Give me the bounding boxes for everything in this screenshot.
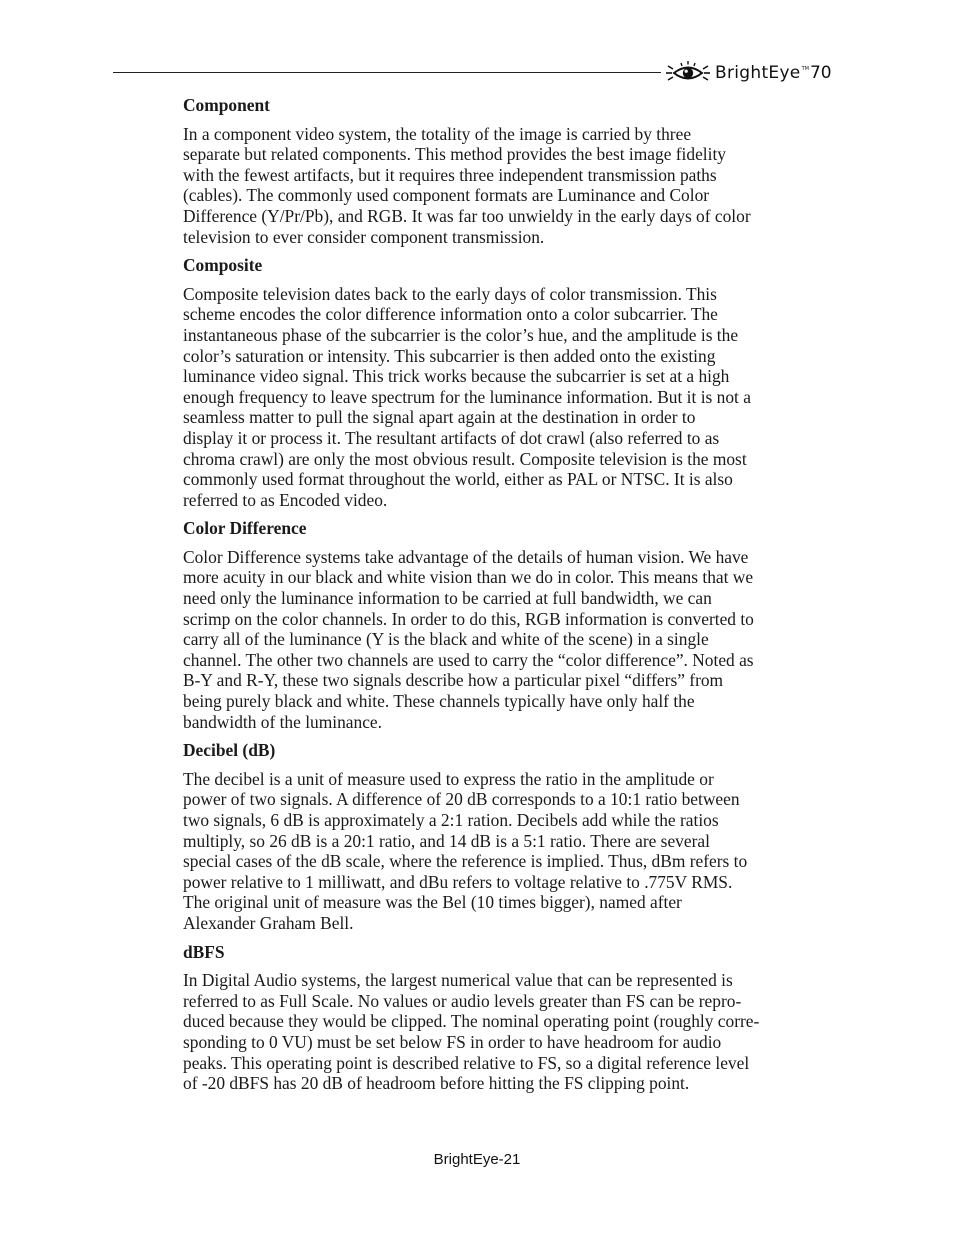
text-line: Difference (Y/Pr/Pb), and RGB. It was far too unwieldy in the early days of color [183, 205, 751, 226]
text-line: peaks. This operating point is described relative to FS, so a digital reference level [183, 1052, 750, 1073]
logo-trademark: TM [801, 66, 809, 72]
text-line: enough frequency to leave spectrum for the luminance information. But it is not a [183, 386, 751, 407]
text-line: Color Difference systems take advantage of the details of human vision. We have [183, 546, 749, 567]
text-line: being purely black and white. These channels typically have only half the [183, 691, 695, 712]
header-rule [113, 72, 661, 73]
text-line: color’s saturation or intensity. This subcarrier is then added onto the existing [183, 345, 716, 366]
text-line: more acuity in our black and white vision than we do in color. This means that we [183, 567, 754, 588]
text-line: of -20 dBFS has 20 dB of headroom before hitting the FS clipping point. [183, 1073, 690, 1094]
text-line: sponding to 0 VU) must be set below FS in order to have headroom for audio [183, 1031, 722, 1052]
text-line: The original unit of measure was the Bel (10 times bigger), named after [183, 892, 682, 913]
text-line: (cables). The commonly used component formats are Luminance and Color [183, 185, 710, 206]
text-line: In a component video system, the totality of the image is carried by three [183, 123, 692, 144]
page-number: BrightEye-21 [433, 1151, 521, 1168]
text-line: display it or process it. The resultant artifacts of dot crawl (also referred to as [183, 427, 720, 448]
text-line: two signals, 6 dB is approximately a 2:1 ration. Decibels add while the ratios [183, 810, 719, 830]
text-line: power of two signals. A difference of 20 dB corresponds to a 10:1 ratio between [183, 789, 740, 810]
text-line: television to ever consider component transmission. [183, 226, 545, 247]
text-line: The decibel is a unit of measure used to express the ratio in the amplitude or [183, 768, 714, 789]
section-heading: Composite [183, 255, 263, 276]
text-line: scheme encodes the color difference information onto a color subcarrier. The [183, 304, 718, 325]
text-line: referred to as Encoded video. [183, 489, 388, 510]
text-line: with the fewest artifacts, but it requires three independent transmission paths [183, 164, 717, 185]
text-line: luminance video signal. This trick works because the subcarrier is set at a high [183, 366, 730, 387]
section-heading: Color Difference [183, 518, 307, 539]
text-line: Alexander Graham Bell. [183, 912, 354, 933]
section-body [183, 124, 843, 248]
section-body [183, 769, 843, 934]
text-line: instantaneous phase of the subcarrier is the color’s hue, and the amplitude is the [183, 324, 739, 345]
text-line: seamless matter to pull the signal apart again at the destination in order to [183, 407, 696, 428]
text-line: B-Y and R-Y, these two signals describe how a particular pixel “differs” from [183, 670, 724, 691]
logo-wordmark: BrightEye [715, 63, 801, 83]
text-line: bandwidth of the luminance. [183, 711, 382, 732]
text-line: duced because they would be clipped. The nominal operating point (roughly corre- [183, 1011, 760, 1032]
brighteye-logo [665, 58, 832, 88]
text-line: referred to as Full Scale. No values or audio levels greater than FS can be repro- [183, 990, 742, 1011]
text-line: power relative to 1 milliwatt, and dBu refers to voltage relative to .775V RMS. [183, 871, 733, 892]
text-line: separate but related components. This method provides the best image fidelity [183, 144, 726, 165]
section-body [183, 284, 843, 511]
text-line: carry all of the luminance (Y is the black and white of the scene) in a single [183, 629, 709, 650]
text-line: special cases of the dB scale, where the reference is implied. Thus, dBm refers to [183, 851, 748, 872]
text-line: scrimp on the color channels. In order to do this, RGB information is converted to [183, 608, 754, 629]
section-heading: Component [183, 95, 270, 115]
section-body [183, 970, 843, 1094]
text-line: need only the luminance information to be carried at full bandwidth, we can [183, 588, 712, 609]
logo-model-number: 70 [809, 63, 832, 83]
text-line: In Digital Audio systems, the largest numerical value that can be represented is [183, 970, 733, 991]
text-line: channel. The other two channels are used to carry the “color difference”. Noted as [183, 649, 754, 670]
text-line: multiply, so 26 dB is a 20:1 ratio, and 14 dB is a 5:1 ratio. There are several [183, 830, 710, 851]
section-heading: Decibel (dB) [183, 740, 276, 761]
eye-icon [665, 60, 711, 86]
text-line: Composite television dates back to the early days of color transmission. This [183, 283, 717, 304]
section-body [183, 547, 843, 732]
glossary-content [183, 95, 843, 1102]
text-line: commonly used format throughout the world, either as PAL or NTSC. It is also [183, 469, 733, 490]
section-heading: dBFS [183, 941, 225, 962]
text-line: chroma crawl) are only the most obvious result. Composite television is the most [183, 448, 747, 469]
